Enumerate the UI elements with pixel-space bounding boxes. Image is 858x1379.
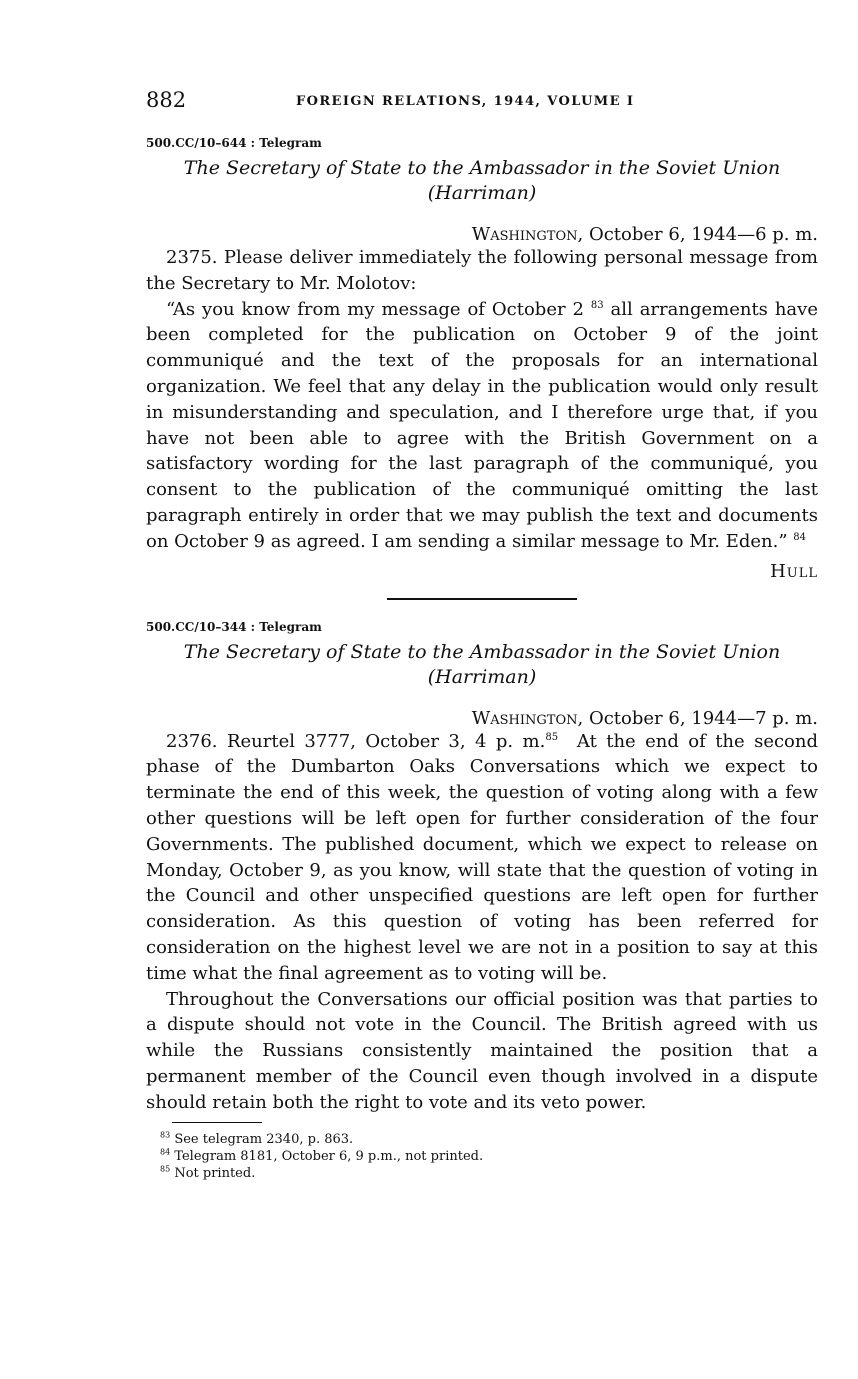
footnote [160, 1131, 818, 1148]
paragraph [146, 729, 818, 987]
dateline-date: October 6, 1944—6 p. m. [588, 224, 818, 245]
document-page [146, 88, 818, 1182]
telegram-1 [146, 136, 818, 582]
dateline [146, 708, 818, 729]
footnote-marker: 85 [545, 731, 559, 743]
paragraph-text: At the end of the second phase of the Dumbarton Oaks Conversations which we expect to terminate the end of this week, the question of voting along with a few other questions will be left open for further consideration of the four Governments. The published document, which we expect to release on Monday, October 9, as you know, will state that the question of voting in the Council and other unspecified questions are left open for further consideration. As this question of voting has been referred for consideration on the highest level we are not in a position to say at this time what the final agreement as to voting will be. [146, 730, 818, 984]
footnote-text: See telegram 2340, p. 863. [174, 1131, 354, 1147]
paragraph [146, 297, 818, 555]
paragraph: 2375. Please deliver immediately the following personal message from the Secretary to Mr. Molotov: [146, 247, 818, 294]
footnote-mark: 84 [160, 1147, 171, 1157]
paragraph-text: 2376. Reurtel 3777, October 3, 4 p. m. [166, 730, 546, 752]
footnote [160, 1148, 818, 1165]
footnote-marker: 84 [793, 531, 807, 543]
document-title: The Secretary of State to the Ambassador in the Soviet Union (Harriman) [183, 157, 781, 204]
paragraph: Throughout the Conversations our official position was that parties to a dispute should not vote in the Council. The British agreed with us while the Russians consistently maintained the position that a permanent member of the Council even though involved in a dispute should retain both the right to vote and its veto power. [146, 988, 818, 1113]
footnote [160, 1165, 818, 1182]
page-number: 882 [146, 88, 187, 112]
dateline-place: Washington, [471, 707, 584, 729]
running-head: FOREIGN RELATIONS, 1944, VOLUME I [296, 94, 635, 109]
dateline-place: Washington, [471, 224, 584, 245]
file-reference: 500.CC/10–344 : Telegram [146, 619, 322, 634]
telegram-2 [146, 620, 818, 1116]
signature: Hull [770, 560, 818, 582]
footnote-mark: 83 [160, 1130, 171, 1140]
footnote-rule [172, 1122, 262, 1123]
footnote-mark: 85 [160, 1164, 171, 1174]
footnotes [146, 1131, 818, 1182]
paragraph-text: “As you know from my message of October 2 [166, 298, 584, 320]
footnote-marker: 83 [590, 299, 604, 311]
dateline [146, 224, 818, 245]
document-title: The Secretary of State to the Ambassador in the Soviet Union (Harriman) [183, 640, 781, 688]
file-reference: 500.CC/10–644 : Telegram [146, 136, 322, 150]
paragraph-text: all arrangements have been completed for the publication on October 9 of the joint communiqué and the text of the proposals for an international organization. We feel that any delay in the publication would only result in misunderstanding and speculation, and I therefore urge that, if you have not been able to agree with the British Government on a satisfactory wording for the last paragraph of the communiqué, you consent to the publication of the communiqué omitting the last paragraph entirely in order that we may publish the text and documents on October 9 as agreed. I am sending a similar message to Mr. Eden.” [146, 298, 818, 552]
page-header [146, 88, 818, 122]
dateline-date: October 6, 1944—7 p. m. [588, 707, 818, 729]
footnote-text: Not printed. [174, 1165, 256, 1181]
section-divider [387, 598, 577, 600]
footnote-text: Telegram 8181, October 6, 9 p.m., not printed. [174, 1148, 484, 1164]
